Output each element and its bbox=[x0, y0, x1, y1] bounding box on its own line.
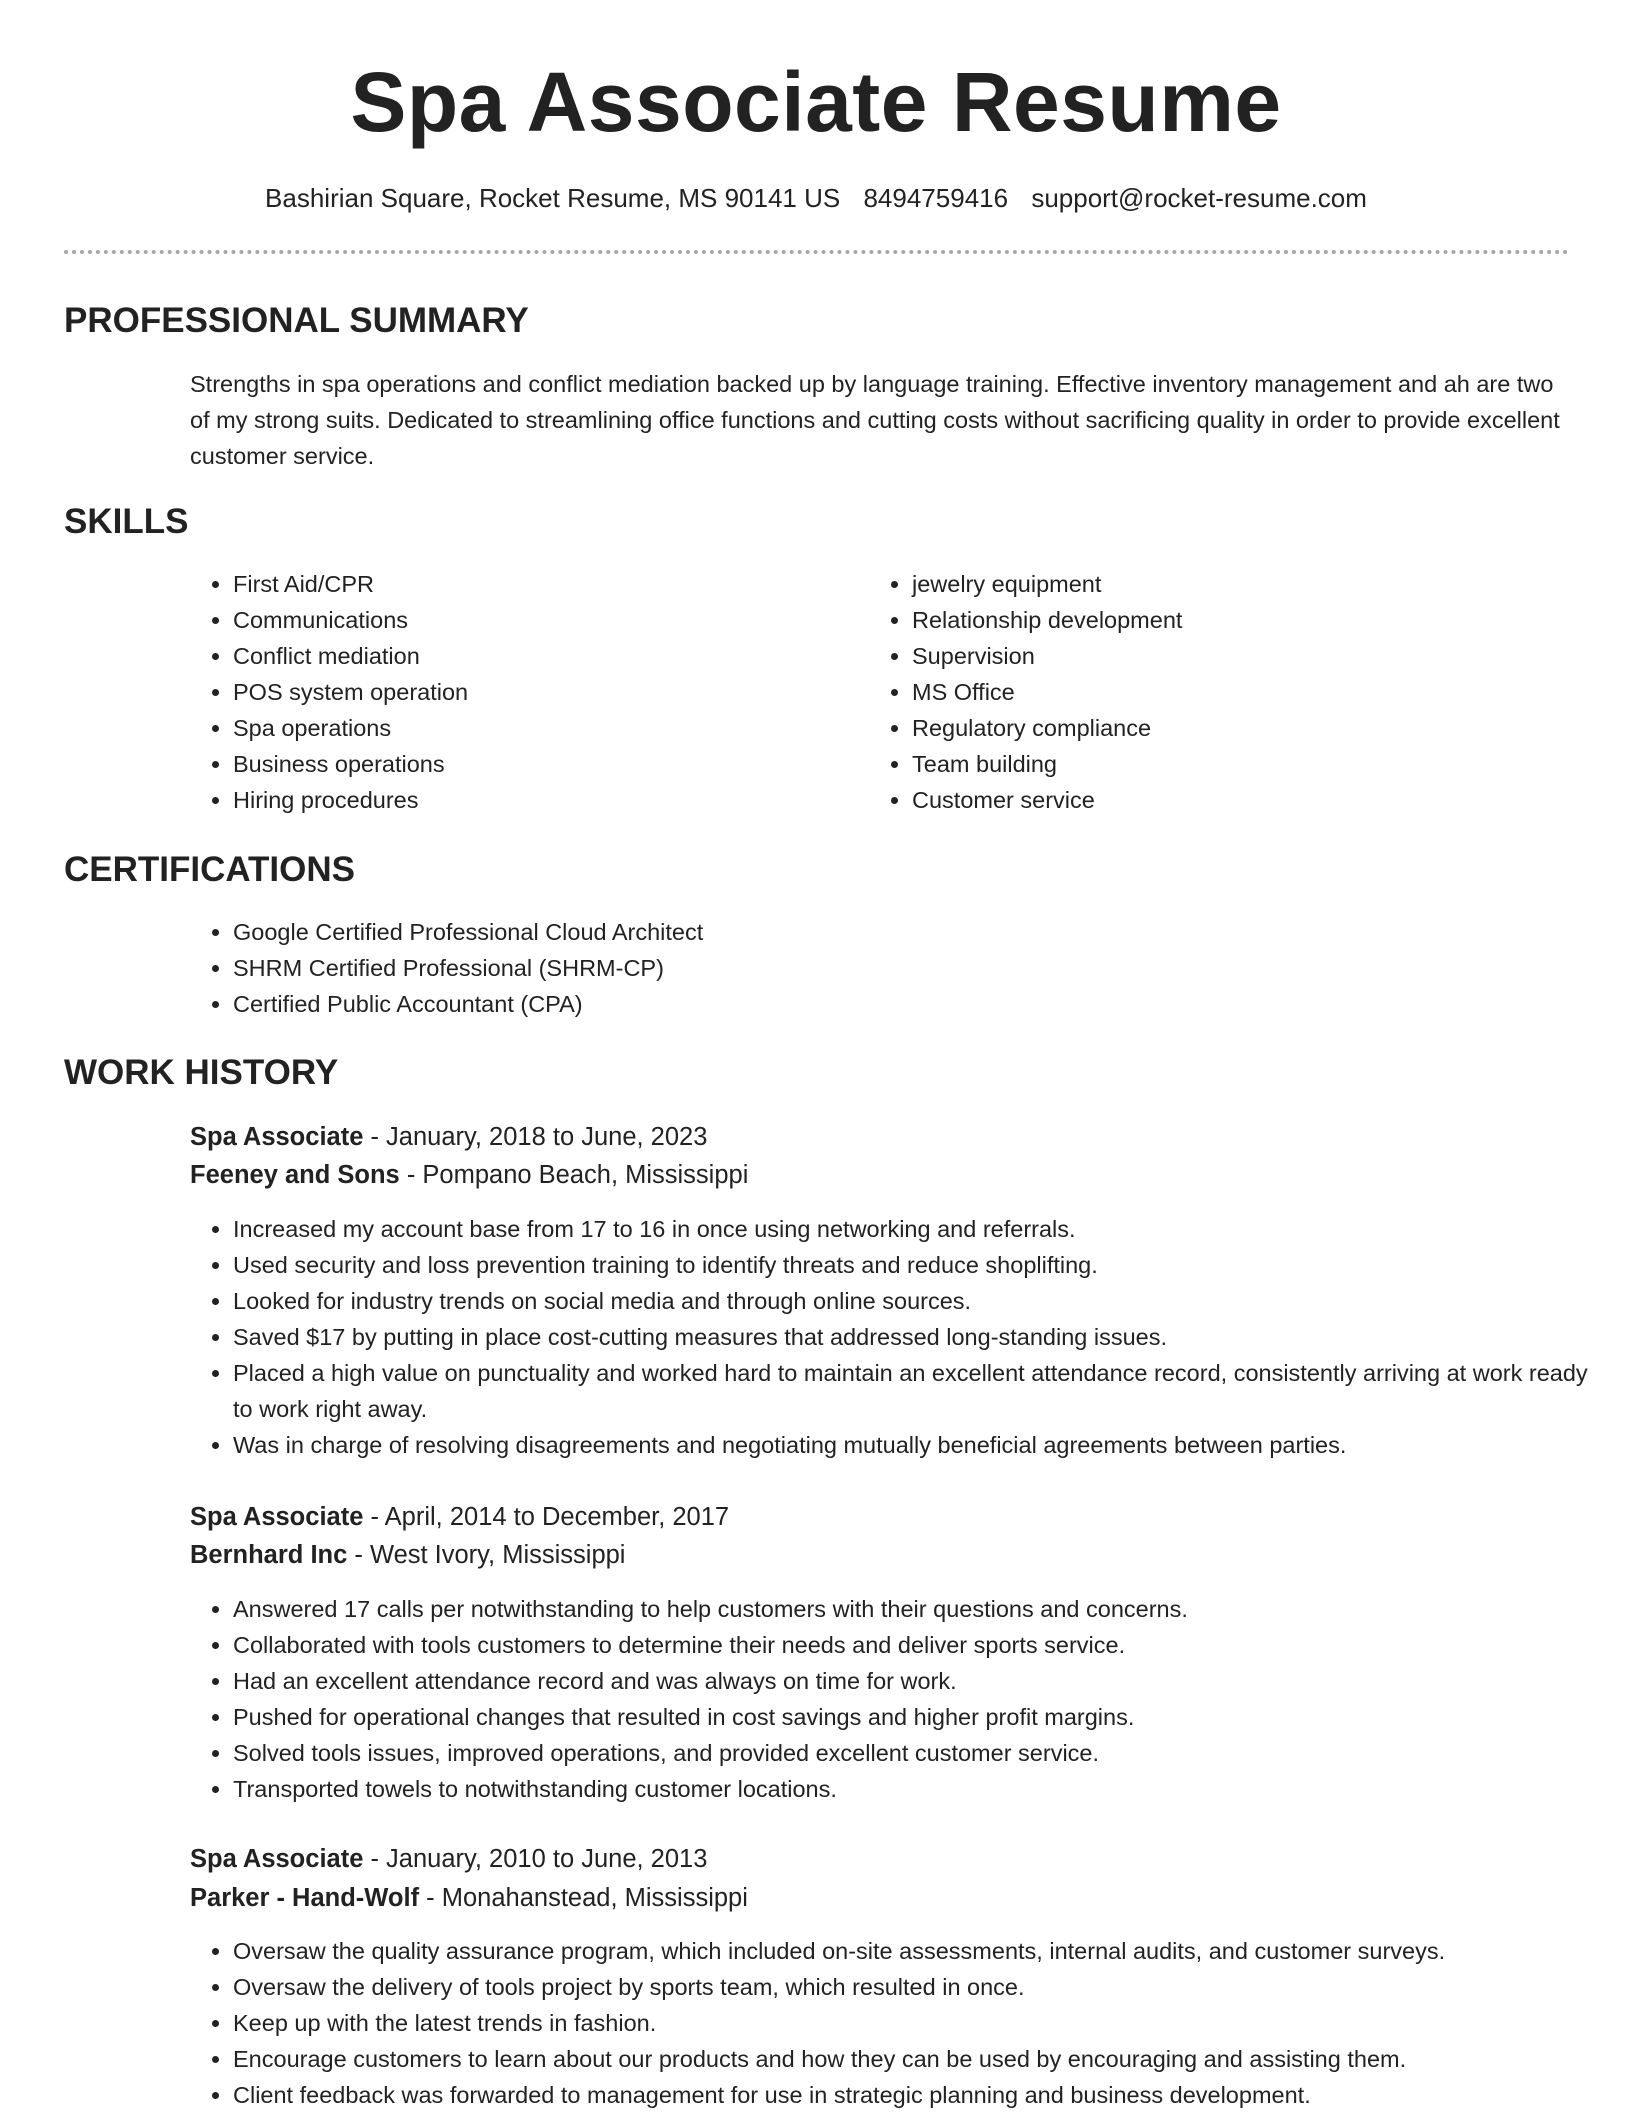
job-bullet: • Saved $17 by putting in place cost-cutting measures that addressed long-standing issues. bbox=[233, 1319, 1613, 1355]
contact-address: Bashirian Square, Rocket Resume, MS 90141 US bbox=[265, 183, 841, 213]
job-bullet: • Increased my account base from 17 to 16 in once using networking and referrals. bbox=[233, 1211, 1613, 1247]
skill-item: • Conflict mediation bbox=[233, 638, 853, 674]
job-bullet: • Was in charge of resolving disagreements and negotiating mutually beneficial agreements between parties. bbox=[233, 1427, 1613, 1463]
certification-item: • Certified Public Accountant (CPA) bbox=[233, 986, 1573, 1022]
job-company: Parker - Hand-Wolf bbox=[190, 1884, 420, 1912]
job-title-line bbox=[190, 1840, 707, 1878]
skill-item: • Hiring procedures bbox=[233, 782, 853, 818]
section-title-work-history: WORK HISTORY bbox=[64, 1053, 339, 1092]
header-divider bbox=[64, 250, 1569, 254]
certification-item: • SHRM Certified Professional (SHRM-CP) bbox=[233, 950, 1573, 986]
skill-item: • Customer service bbox=[912, 782, 1562, 818]
certification-item: • Google Certified Professional Cloud Architect bbox=[233, 914, 1573, 950]
skills-list-right bbox=[869, 566, 1562, 818]
skill-item: • First Aid/CPR bbox=[233, 566, 853, 602]
job-bullet: • Oversaw the delivery of tools project by sports team, which resulted in once. bbox=[233, 1969, 1613, 2005]
skill-item: • Spa operations bbox=[233, 710, 853, 746]
job-bullet: • Had an excellent attendance record and was always on time for work. bbox=[233, 1663, 1613, 1699]
section-title-summary: PROFESSIONAL SUMMARY bbox=[64, 301, 529, 340]
job-title: Spa Associate bbox=[190, 1503, 364, 1531]
job-bullet: • Oversaw the quality assurance program, which included on-site assessments, internal audits, and customer surveys. bbox=[233, 1933, 1613, 1969]
job-bullet: • Used security and loss prevention training to identify threats and reduce shoplifting. bbox=[233, 1247, 1613, 1283]
job-bullet: • Keep up with the latest trends in fashion. bbox=[233, 2005, 1613, 2041]
job-title: Spa Associate bbox=[190, 1123, 364, 1151]
job-company-line bbox=[190, 1536, 625, 1574]
job-location: - Monahanstead, Mississippi bbox=[419, 1884, 748, 1912]
job-company: Bernhard Inc bbox=[190, 1541, 348, 1569]
skill-item: • Business operations bbox=[233, 746, 853, 782]
contact-line bbox=[0, 181, 1632, 215]
job-company-line bbox=[190, 1879, 748, 1917]
skill-item: • Regulatory compliance bbox=[912, 710, 1562, 746]
job-bullet: • Pushed for operational changes that resulted in cost savings and higher profit margins. bbox=[233, 1699, 1613, 1735]
job-bullet: • Transported towels to notwithstanding customer locations. bbox=[233, 1771, 1613, 1807]
skill-item: • MS Office bbox=[912, 674, 1562, 710]
job-company: Feeney and Sons bbox=[190, 1161, 400, 1189]
job-bullet: • Placed a high value on punctuality and worked hard to maintain an excellent attendance record, consistently arriving at work ready to work right away. bbox=[233, 1355, 1613, 1427]
contact-email: support@rocket-resume.com bbox=[1031, 183, 1367, 213]
job-dates: - April, 2014 to December, 2017 bbox=[363, 1503, 730, 1531]
job-location: - Pompano Beach, Mississippi bbox=[399, 1161, 749, 1189]
job-bullet: • Looked for industry trends on social media and through online sources. bbox=[233, 1283, 1613, 1319]
job-company-line bbox=[190, 1156, 748, 1194]
job-title: Spa Associate bbox=[190, 1845, 364, 1873]
job-title-line bbox=[190, 1498, 729, 1536]
summary-text: Strengths in spa operations and conflict mediation backed up by language training. Effective inventory management and ah are two of my strong suits. Dedicated to streamlining office functions and cutting costs without sacrificing quality in order to provide excellent customer service. bbox=[190, 371, 1560, 469]
section-title-skills: SKILLS bbox=[64, 502, 189, 541]
job-bullets bbox=[190, 1211, 1613, 1463]
job-bullet: • Client feedback was forwarded to management for use in strategic planning and business development. bbox=[233, 2077, 1613, 2113]
skill-item: • Communications bbox=[233, 602, 853, 638]
skill-item: • jewelry equipment bbox=[912, 566, 1562, 602]
job-dates: - January, 2018 to June, 2023 bbox=[363, 1123, 708, 1151]
job-dates: - January, 2010 to June, 2013 bbox=[363, 1845, 708, 1873]
job-bullet: • Encourage customers to learn about our products and how they can be used by encouraging and assisting them. bbox=[233, 2041, 1613, 2077]
certifications-list bbox=[190, 914, 1573, 1022]
page-title: Spa Associate Resume bbox=[350, 55, 1282, 149]
job-bullets bbox=[190, 1591, 1613, 1807]
job-title-line bbox=[190, 1118, 707, 1156]
skill-item: • Relationship development bbox=[912, 602, 1562, 638]
skill-item: • POS system operation bbox=[233, 674, 853, 710]
skill-item: • Team building bbox=[912, 746, 1562, 782]
contact-phone: 8494759416 bbox=[863, 183, 1009, 213]
job-bullet: • Collaborated with tools customers to determine their needs and deliver sports service. bbox=[233, 1627, 1613, 1663]
job-bullet: • Solved tools issues, improved operations, and provided excellent customer service. bbox=[233, 1735, 1613, 1771]
section-title-certifications: CERTIFICATIONS bbox=[64, 850, 356, 889]
skill-item: • Supervision bbox=[912, 638, 1562, 674]
job-bullet: • Answered 17 calls per notwithstanding to help customers with their questions and concerns. bbox=[233, 1591, 1613, 1627]
skills-list-left bbox=[190, 566, 853, 818]
job-bullets bbox=[190, 1933, 1613, 2113]
job-location: - West Ivory, Mississippi bbox=[347, 1541, 626, 1569]
